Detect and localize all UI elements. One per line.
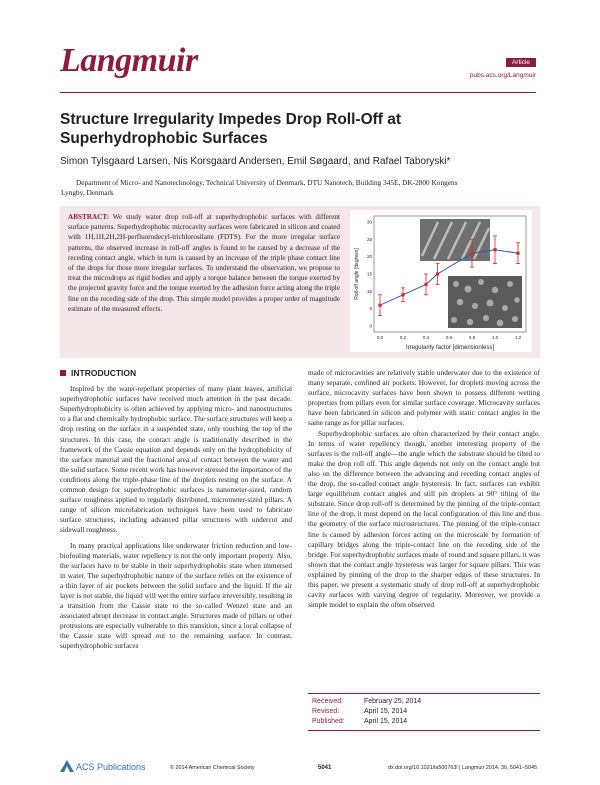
- data-point: [470, 252, 473, 255]
- x-tick-labels: [377, 335, 522, 340]
- intro-paragraph-1: Inspired by the water-repellant properties of many plant leaves, artificial superhydrophobic surfaces have received much attention in the past decade. Superhydrophobicity is often achieved by applying micro- and nanostructures to a flat and chemically hydrophobic surface. The surface structures will keep a drop resting on the surface in a suspended state, only touching the top of the structures. In this case, the contact angle is traditionally described in the framework of the Cassie equation and depends only on the hydrophobicity of the surface material and the fractional area of contact between the water and the solid surface. Some recent work has however stressed the importance of the conditions along the triple-phase line of the droplets resting on the surface. A common design for superhydrophobic surfaces is nanometer-sized, random surface roughness applied to regularly distributed, micrometer-sized pillars. A range of silicon microfabrication techniques have been used to fabricate surface structures, including advanced pillar structures with undercut and sidewall roughness.: [60, 384, 293, 535]
- dates-rule-top: [308, 693, 540, 694]
- y-tick-label: 20: [366, 254, 372, 260]
- paper-title: Structure Irregularity Impedes Drop Roll-Off at Superhydrophobic Surfaces: [60, 111, 402, 147]
- y-tick-labels: [367, 220, 373, 329]
- sem-inset-top: [420, 219, 490, 261]
- received-date: February 25, 2014: [364, 698, 422, 705]
- x-tick-label: 0.6: [445, 335, 453, 340]
- intro-heading-text: INTRODUCTION: [71, 368, 137, 378]
- revised-date: April 15, 2014: [364, 708, 408, 715]
- abstract: [68, 212, 340, 314]
- received-label: Received:: [312, 698, 344, 705]
- y-axis-label: Roll-off angle [degrees]: [354, 248, 360, 300]
- y-tick-label: 25: [366, 236, 372, 242]
- author-list: Simon Tylsgaard Larsen, Nis Korsgaard Andersen, Emil Søgaard, and Rafael Taboryski*: [60, 156, 451, 167]
- dates-rule-bottom: [308, 730, 540, 731]
- y-tick-label: 10: [366, 288, 372, 294]
- toc-graphic: [350, 210, 532, 352]
- journal-name: Langmuir: [60, 42, 198, 79]
- intro-paragraph-4: Superhydrophobic surfaces are often characterized by their contact angle. In terms of water repellency though, another interesting property of the surfaces is the roll-off angle—the angle which the substrate should be tilted to make the drop roll off. This angle depends not only on the contact angle but also on the difference between the advancing and receding contact angles of the drop, the so-called contact angle hysteresis. In fact, surfaces can exhibit large equilibrium contact angles and still pin droplets at 90° tilting of the substrate. Since drop roll-off is determined by the pinning of the triple-contact line of the drop, it must depend on the local configuration of this line and thus the geometry of the surface microstructures. The pinning of the triple-contact line is caused by adhesion forces acting on the microscale by formation of capillary bridges along the triple-contact line on the receding side of the bridge. For superhydrophobic surfaces made of round and square pillars, it was shown that the contact angle hysteresis was larger for square pillars. This was explained by pinning of the drop to the sharper edges of these structures. In this paper, we present a systematic study of drop roll-off at superhydrophobic cavity surfaces with varying degree of regularity. Moreover, we provide a simple model to explain the often observed: [308, 428, 540, 610]
- page-number: 5041: [318, 765, 332, 771]
- y-tick-label: 0: [369, 323, 372, 329]
- data-point: [493, 248, 496, 251]
- affiliation-line-2: Lyngby, Denmark: [61, 187, 114, 197]
- toc-chart: [350, 210, 532, 352]
- x-tick-label: 1.2: [514, 335, 522, 340]
- data-point: [424, 283, 427, 286]
- article-type-badge: Article: [506, 58, 536, 67]
- x-tick-label: 0.4: [422, 335, 430, 340]
- publication-dates: [312, 697, 421, 727]
- publisher-logo: [60, 760, 146, 772]
- published-label: Published:: [312, 718, 345, 725]
- acs-logo-icon: [60, 760, 74, 772]
- sem-inset-bottom: [448, 276, 522, 328]
- header-rule: [60, 92, 536, 93]
- x-axis-label: Irregularity factor [dimensionless]: [405, 345, 495, 351]
- column-left: [60, 368, 292, 652]
- affiliation-line-1: Department of Micro- and Nanotechnology, Technical University of Denmark, DTU Nanotech, Building 345E, DK-2800 Kongens: [76, 178, 458, 187]
- abstract-label: ABSTRACT:: [68, 213, 110, 221]
- revised-label: Revised:: [312, 708, 340, 715]
- abstract-body: We study water drop roll-off at superhydrophobic surfaces with different surface patterns. Superhydrophobic microcavity surfaces were fabricated in silicon and coated with 1H,1H,2H,2H-perfluorodecyl-trichlorosilane (FDTS). For the more irregular surface patterns, the observed increase in roll-off angles is found to be caused by a decrease of the receding contact angle, which in turn is caused by an increase of the triple phase contact line of the drops for those more irregular surfaces. To understand the observation, we propose to treat the microdrops as rigid bodies and apply a torque balance between the torque exerted by the projected gravity force and the torque exerted by the adhesion force acting along the triple line on the receding side of the drop. This simple model provides a proper order of magnitude estimate of the measured effects.: [68, 213, 340, 313]
- x-tick-label: 0.0: [376, 335, 384, 340]
- intro-paragraph-3: made of microcavities are relatively stable underwater due to the existence of many separate, confined air pockets. However, for droplets moving across the surface, microcavity surfaces have been shown to possess different wetting properties from pillars even for similar surface coverage. Microcavity surfaces have been fabricated in silicon and polymer with static contact angles in the same range as for pillar surfaces.: [308, 368, 540, 428]
- affiliation: [61, 178, 546, 197]
- section-marker: [60, 370, 66, 376]
- y-tick-label: 5: [369, 306, 372, 312]
- data-point: [436, 272, 439, 275]
- x-tick-label: 0.8: [468, 335, 476, 340]
- journal-url[interactable]: pubs.acs.org/Langmuir: [469, 72, 536, 79]
- data-point: [401, 293, 404, 296]
- published-date: April 15, 2014: [364, 718, 408, 725]
- intro-paragraph-2: In many practical applications like underwater friction reduction and low-biofouling materials, water repellency is not the only important property. Also, the surfaces have to be stable in their superhydrophobic state when immersed in water. The superhydrophobic nature of the surface relies on the existence of a thin layer of air pockets between the solid surface and the liquid. If the air layer is not stable, the liquid will wet the entire surface irreversibly, resulting in a transition from the Cassie state to the so-called Wenzel state and an associated abrupt decrease in contact angle. Structures made of pillars or other protrusions are especially vulnerable to this transition, since a local collapse of the Cassie state will spread out to the remaining surface. In contrast, superhydrophobic surfaces: [60, 540, 292, 651]
- intro-heading: [60, 368, 292, 378]
- copyright: © 2014 American Chemical Society: [170, 765, 255, 771]
- x-tick-label: 0.2: [399, 335, 407, 340]
- y-tick-label: 30: [366, 219, 372, 225]
- x-tick-label: 1.0: [491, 335, 499, 340]
- column-right: [308, 368, 540, 610]
- data-point: [516, 252, 519, 255]
- doi-citation[interactable]: dx.doi.org/10.1021/la500763l | Langmuir 2014, 30, 5041−5045: [388, 765, 538, 771]
- publisher-name: ACS Publications: [76, 762, 146, 772]
- y-tick-label: 15: [366, 271, 372, 277]
- data-point: [378, 304, 381, 307]
